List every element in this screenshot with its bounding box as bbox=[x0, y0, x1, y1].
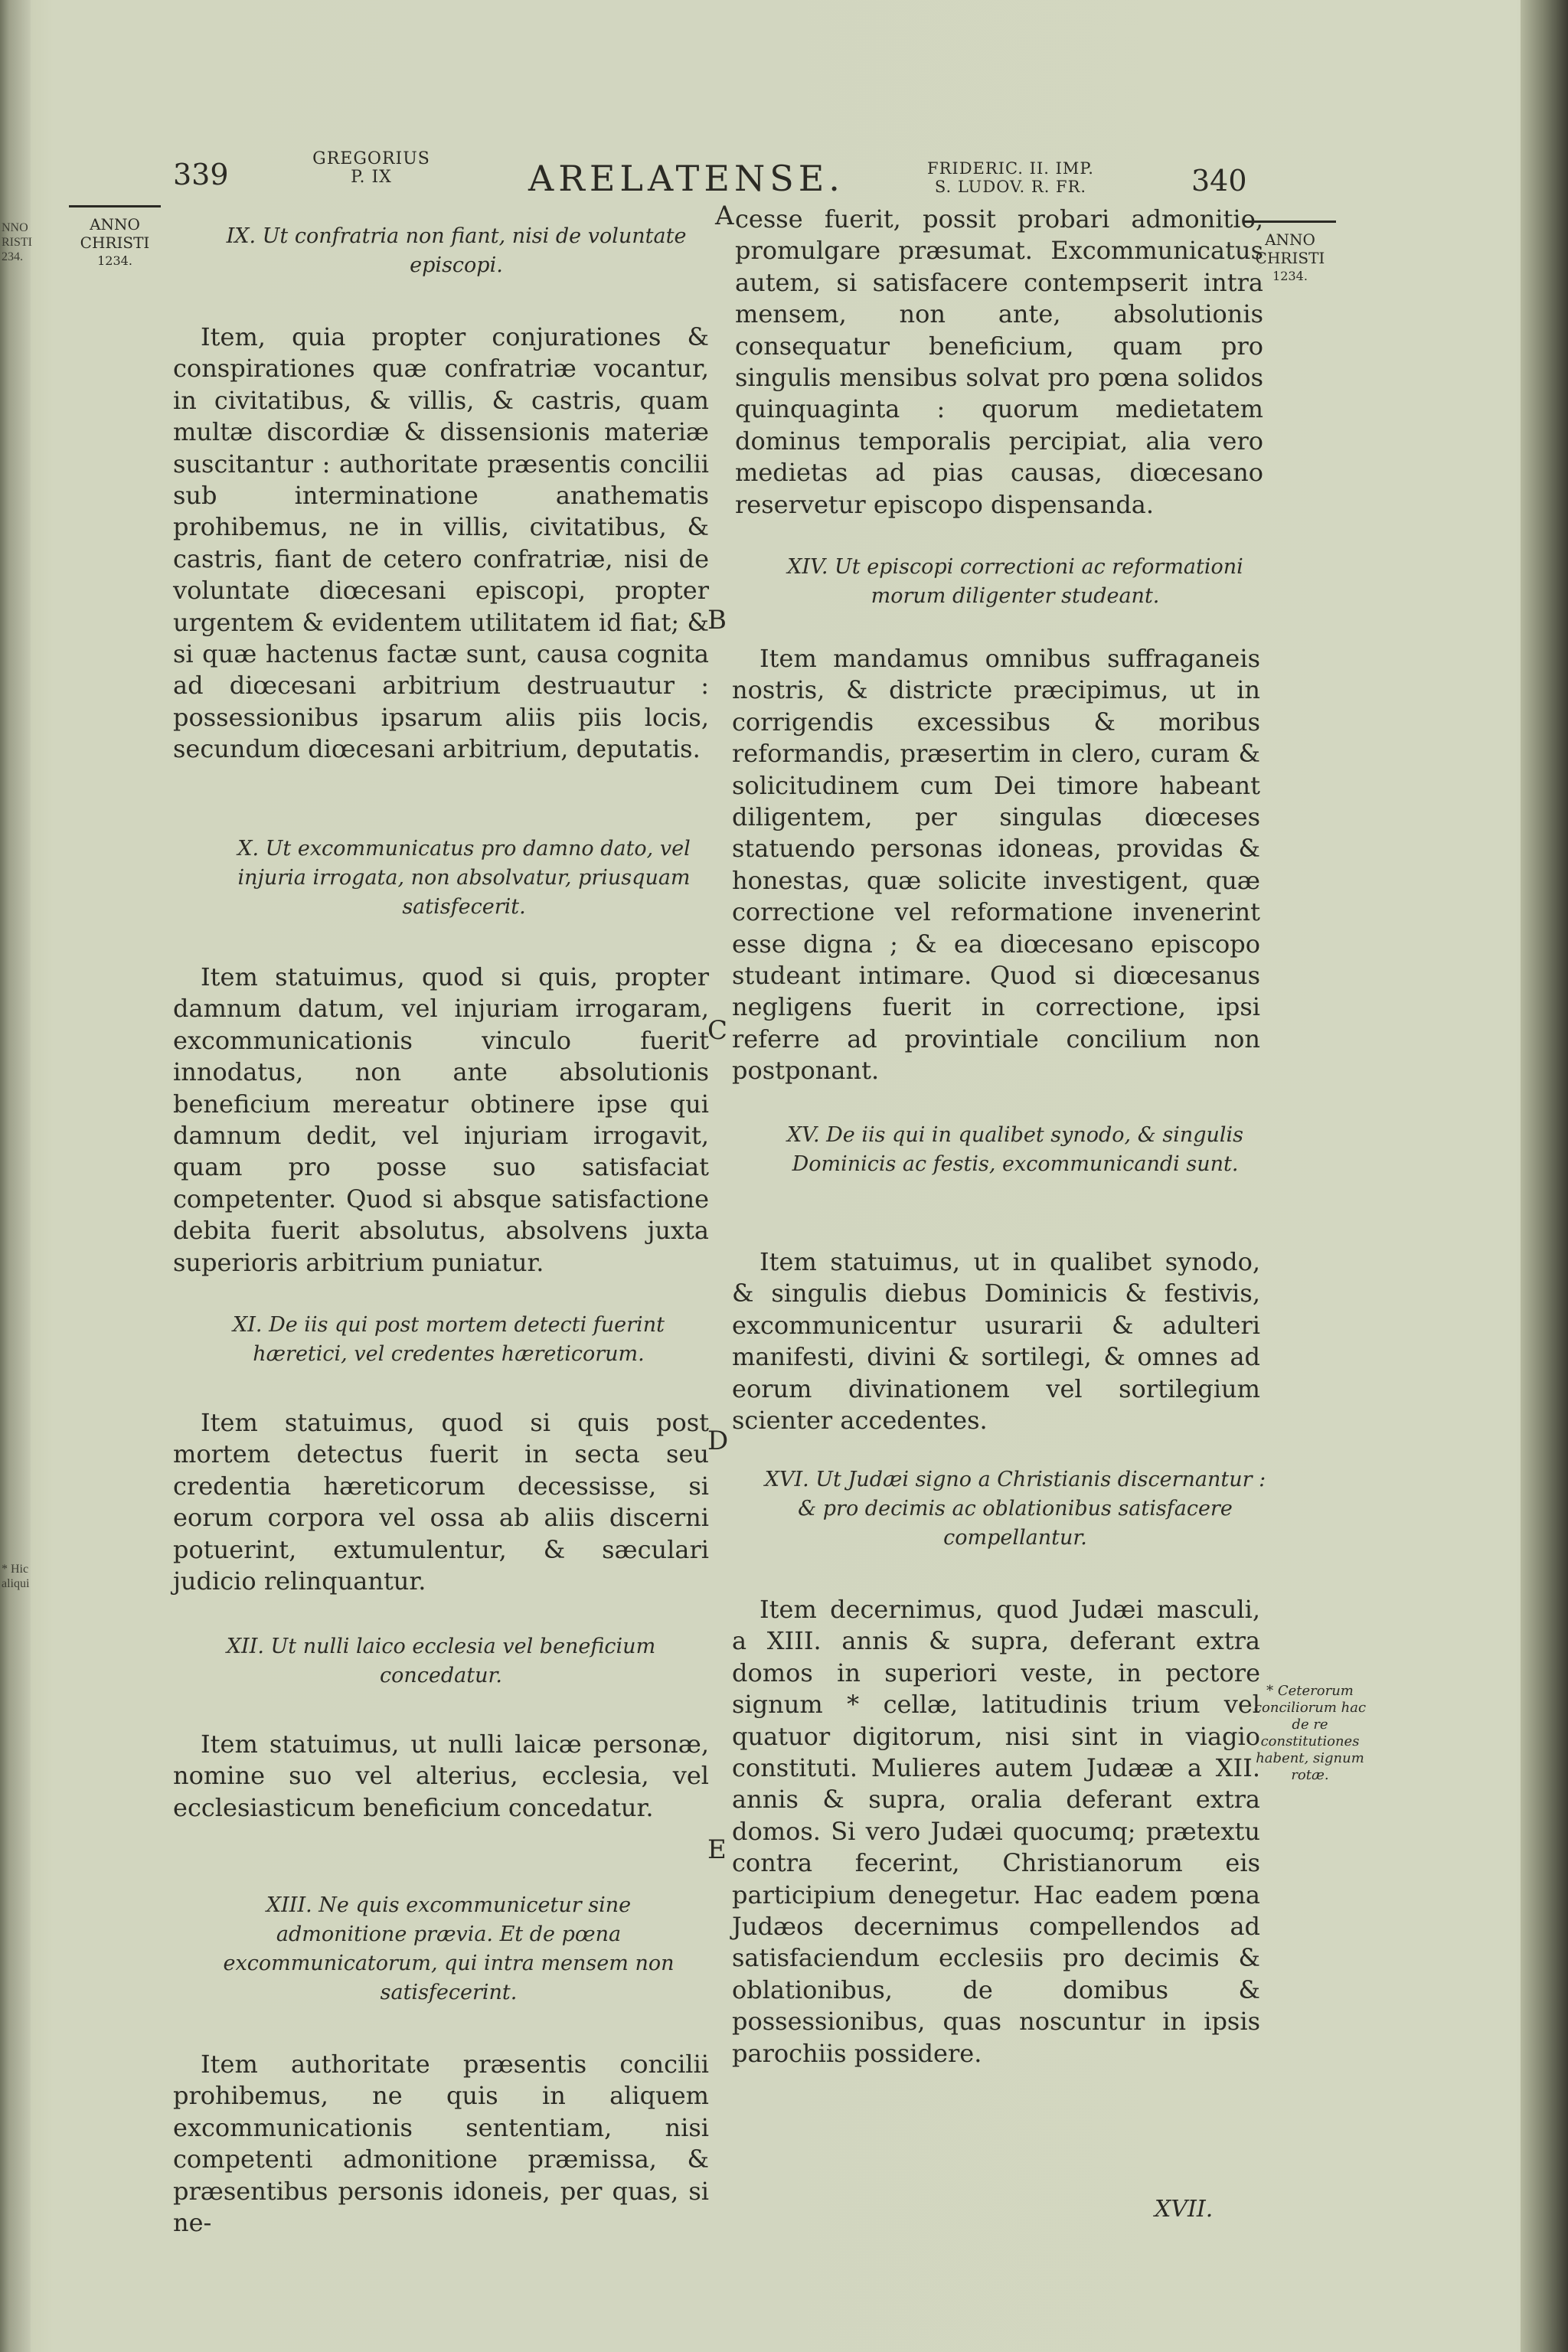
running-head-right: FRIDERIC. II. IMP. S. LUDOV. R. FR. bbox=[927, 159, 1094, 196]
canon-xii-text bbox=[173, 1729, 709, 1824]
section-letter-a: A bbox=[715, 201, 734, 231]
canon-x-paragraph: Item statuimus, quod si quis, propter damnum datum, vel injuriam irrogaram, excommunicationis vinculo fuerit innodatus, non ante absolutionis beneficium mereatur obtinere ipse qui damnum dedit, vel injuriam irrogavit, quam pro posse suo satisfaciat competenter. Quod si absque satisfactione debita fuerit absolutus, absolvens juxta superioris arbitrium puniatur. bbox=[173, 962, 709, 1277]
canon-xi-title: XI. De iis qui post mortem detecti fuerint hæretici, vel credentes hæreticorum. bbox=[233, 1313, 665, 1366]
catchword: XVII. bbox=[1155, 2196, 1214, 2223]
running-head-left: GREGORIUS P. IX bbox=[312, 149, 430, 187]
page-fore-edge bbox=[1521, 0, 1568, 2352]
margin-anno-christi-label: ANNO CHRISTI bbox=[1255, 230, 1325, 267]
margin-year-value: 1234. bbox=[97, 253, 132, 268]
canon-xii-paragraph: Item statuimus, ut nulli laicæ personæ, nomine suo vel alterius, ecclesia, vel ecclesiasticum beneficium concedatur. bbox=[173, 1730, 709, 1822]
canon-xi-text bbox=[173, 1407, 709, 1597]
margin-year-left bbox=[65, 205, 165, 270]
canon-x-text bbox=[173, 962, 709, 1279]
page-number-left: 339 bbox=[173, 158, 229, 191]
marginal-note: * Ceterorum conciliorum hac de re constitutiones habent, signum rotæ. bbox=[1253, 1683, 1367, 1783]
canon-xiv-text bbox=[732, 643, 1260, 1087]
canon-xiii-continuation-paragraph: cesse fuerit, possit probari admonitio, promulgare præsumat. Excommunicatus autem, si satisfacere contempserit intra mensem, non ante, absolutionis consequatur beneficium, quam pro singulis mensibus solvat pro pœna solidos quinquaginta : quorum medietatem dominus temporalis percipiat, alia vero medietas ad pias causas, diœcesano reservetur episcopo dispensanda. bbox=[735, 204, 1263, 519]
page-title: ARELATENSE. bbox=[528, 158, 844, 199]
canon-ix-paragraph: Item, quia propter conjurationes & conspirationes quæ confratriæ vocantur, in civitatibus, & villis, & castris, quam multæ discordiæ & dissensionis materiæ suscitantur : authoritate præsentis concilii sub interminatione anathematis prohibemus, ne in villis, civitatibus, & castris, fiant de cetero confratriæ, nisi de voluntate diœcesani episcopi, propter urgentem & evidentem utilitatem id fiat; & si quæ hactenus factæ sunt, causa cognita ad diœcesani arbitrium destruautur : possessionibus ipsarum aliis piis locis, secundum diœcesani arbitrium, deputatis. bbox=[173, 322, 709, 764]
page-number-right: 340 bbox=[1191, 164, 1247, 198]
canon-x-title: X. Ut excommunicatus pro damno dato, vel injuria irrogata, non absolvatur, priusquam satisfecerit. bbox=[237, 837, 691, 919]
canon-xiii-text bbox=[173, 2049, 709, 2239]
running-header bbox=[0, 150, 1568, 211]
book-spine bbox=[0, 0, 31, 2352]
previous-page-note-fragment: * Hic aliqui bbox=[2, 1563, 30, 1590]
margin-anno-christi-label: ANNO CHRISTI bbox=[80, 215, 150, 252]
canon-xiii-paragraph: Item authoritate præsentis concilii prohibemus, ne quis in aliquem excommunicationis sententiam, nisi competenti admonitione præmissa, & præsentibus personis idoneis, per quas, si ne- bbox=[173, 2050, 709, 2238]
section-letter-e: E bbox=[707, 1834, 727, 1865]
margin-year-value: 1234. bbox=[1272, 269, 1308, 283]
canon-xvi-title: XVI. Ut Judæi signo a Christianis discernantur : & pro decimis ac oblationibus satisfacere compellantur. bbox=[764, 1468, 1266, 1550]
canon-xii-title: XII. Ut nulli laico ecclesia vel beneficium concedatur. bbox=[226, 1635, 656, 1687]
margin-rule bbox=[69, 205, 161, 207]
section-letter-b: B bbox=[707, 605, 727, 635]
canon-xiii-title: XIII. Ne quis excommunicetur sine admonitione prævia. Et de pœna excommunicatorum, qui intra mensem non satisfecerint. bbox=[223, 1893, 675, 2004]
section-letter-c: C bbox=[707, 1015, 728, 1046]
canon-xvi-paragraph: Item decernimus, quod Judæi masculi, a XIII. annis & supra, deferant extra domos in superiori veste, in pectore signum * cellæ, latitudinis trium vel quatuor digitorum, nisi sint in viagio constituti. Mulieres autem Judææ a XII. annis & supra, oralia deferant extra domos. Si vero Judæi quocumq; prætextu contra fecerint, Christianorum eis participium denegetur. Hac eadem pœna Judæos decernimus compellendos ad satisfaciendum ecclesiis pro decimis & oblationibus, de domibus & possessionibus, quas noscuntur in ipsis parochiis possidere. bbox=[732, 1595, 1260, 2068]
canon-xiii-continuation bbox=[735, 204, 1263, 521]
section-letter-d: D bbox=[707, 1426, 729, 1456]
canon-xvi-text bbox=[732, 1594, 1260, 2069]
canon-xv-title: XV. De iis qui in qualibet synodo, & singulis Dominicis ac festis, excommunicandi sunt. bbox=[786, 1123, 1244, 1176]
canon-xv-paragraph: Item statuimus, ut in qualibet synodo, & singulis diebus Dominicis & festivis, excommunicentur usurarii & adulteri manifesti, divini & sortilegi, & omnes ad eorum divinationem vel sortilegium scienter accedentes. bbox=[732, 1247, 1260, 1436]
canon-xv-text bbox=[732, 1246, 1260, 1436]
canon-xiv-paragraph: Item mandamus omnibus suffraganeis nostris, & districte præcipimus, ut in corrigendis excessibus & moribus reformandis, præsertim in clero, curam & solicitudinem cum Dei timore habeant diligentem, per singulas diœceses statuendo personas idoneas, providas & honestas, quæ solicite investigent, quæ correctione vel reformatione invenerint esse digna ; & ea diœcesano episcopo studeant intimare. Quod si diœcesanus negligens fuerit in correctione, ipsi referre ad provintiale concilium non postponant. bbox=[732, 644, 1260, 1086]
canon-ix-text bbox=[173, 322, 709, 766]
canon-xi-paragraph: Item statuimus, quod si quis post mortem detectus fuerit in secta seu credentia hæreticorum decessisse, si eorum corpora vel ossa ab aliis discerni potuerint, extumulentur, & sæculari judicio relinquantur. bbox=[173, 1408, 709, 1596]
canon-ix-title: IX. Ut confratria non fiant, nisi de voluntate episcopi. bbox=[226, 224, 687, 277]
previous-page-margin-fragment: NNO RISTI 234. bbox=[2, 221, 32, 263]
canon-xiv-title: XIV. Ut episcopi correctioni ac reformationi morum diligenter studeant. bbox=[787, 555, 1243, 608]
